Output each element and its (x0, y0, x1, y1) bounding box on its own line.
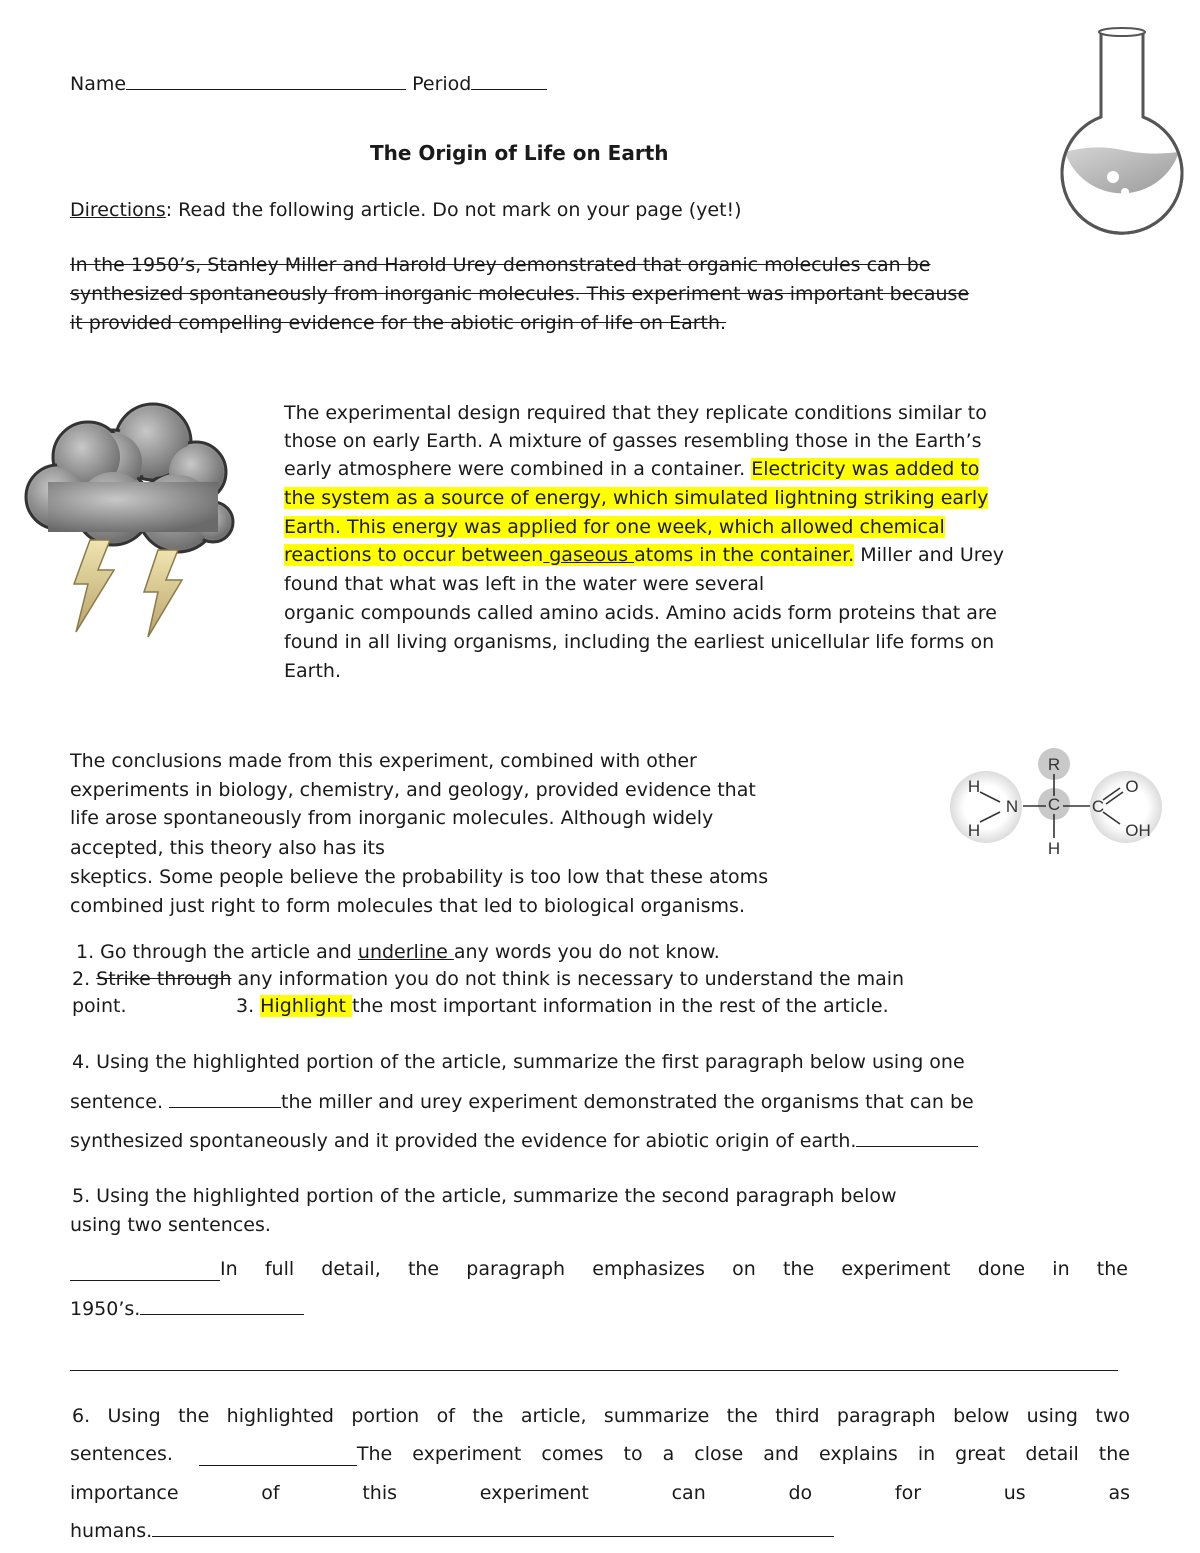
para2-line-4 (284, 484, 988, 513)
para2-line-6-highlight-b: atoms in the container. (634, 544, 855, 566)
para3-line-2: experiments in biology, chemistry, and geology, provided evidence that (70, 779, 756, 801)
q4-blank-1[interactable] (169, 1089, 281, 1108)
period-label: Period (412, 73, 472, 95)
q4-answer-b: synthesized spontaneously and it provided the evidence for abiotic origin of earth. (70, 1130, 857, 1152)
q6-line-3: importance of this experiment can do for us as (70, 1482, 1130, 1504)
para2-line-4-highlight: the system as a source of energy, which simulated lightning striking early (284, 487, 989, 509)
para3-line-5: skeptics. Some people believe the probability is too low that these atoms (70, 866, 769, 888)
instruction-2-text-b: any information you do not think is necessary to understand the main (231, 968, 905, 990)
q4-blank-2[interactable] (856, 1128, 978, 1147)
para2-line-6-text: Miller and Urey (854, 544, 1005, 566)
para2-line-1: The experimental design required that they replicate conditions similar to (284, 402, 987, 424)
intro-line-3: it provided compelling evidence for the abiotic origin of life on Earth. (70, 312, 727, 334)
para2-line-3 (284, 455, 979, 484)
q5-answer-a: In full detail, the paragraph emphasizes on the experiment done in the (220, 1258, 1128, 1280)
q4-line-2 (70, 1088, 974, 1117)
instruction-1-text-b: any words you do not know. (453, 941, 720, 963)
name-field[interactable] (126, 71, 406, 90)
amino-n-label: N (1005, 797, 1019, 816)
q6-line-1: 6. Using the highlighted portion of the article, summarize the third paragraph below using two (72, 1405, 1130, 1427)
amino-h2-label: H (967, 821, 981, 840)
instruction-1 (76, 938, 720, 967)
amino-h3-label: H (1047, 839, 1061, 858)
q4-answer-a: the miller and urey experiment demonstrated the organisms that can be (281, 1091, 974, 1113)
para2-line-2: those on early Earth. A mixture of gasses resembling those in the Earth’s (284, 430, 982, 452)
flask-icon (1055, 22, 1190, 247)
name-label: Name (70, 73, 127, 95)
instruction-3-highlight: Highlight (260, 995, 352, 1017)
amino-o-label: O (1125, 777, 1139, 796)
para3-line-3: life arose spontaneously from inorganic molecules. Although widely (70, 807, 714, 829)
q5-answer-line-2 (70, 1295, 304, 1324)
amino-c-label: C (1047, 795, 1061, 814)
para2-line-7: found that what was left in the water were several (284, 573, 765, 595)
instruction-3-text-a: 3. (236, 995, 261, 1017)
q5-line-2: using two sentences. (70, 1214, 271, 1236)
q5-answer-line-1 (70, 1255, 1128, 1284)
instruction-2-strike: Strike through (96, 968, 232, 990)
instruction-3 (236, 992, 889, 1021)
para2-line-9: found in all living organisms, including the earliest unicellular life forms on (284, 631, 995, 653)
directions-text: : Read the following article. Do not mark on your page (yet!) (165, 199, 742, 221)
para2-line-3-highlight: Electricity was added to (751, 458, 980, 480)
q5-blank-line[interactable] (70, 1370, 1118, 1371)
instruction-2 (72, 965, 904, 994)
para2-line-6 (284, 541, 1004, 570)
para2-line-5-highlight: Earth. This energy was applied for one week, which allowed chemical (284, 516, 945, 538)
intro-line-1: In the 1950’s, Stanley Miller and Harold Urey demonstrated that organic molecules can be (70, 254, 931, 276)
instruction-2-end: point. (72, 995, 127, 1017)
para2-line-10: Earth. (284, 660, 341, 682)
q6-blank-1[interactable] (199, 1447, 357, 1466)
q4-line-2-label: sentence. (70, 1091, 163, 1113)
q4-line-1: 4. Using the highlighted portion of the article, summarize the first paragraph below using one (72, 1051, 965, 1073)
para3-line-6: combined just right to form molecules that led to biological organisms. (70, 895, 745, 917)
q6-line-2 (70, 1440, 1130, 1469)
instruction-3-text-b: the most important information in the rest of the article. (352, 995, 889, 1017)
q6-blank-2[interactable] (152, 1518, 834, 1537)
amino-h1-label: H (967, 777, 981, 796)
amino-acid-diagram (948, 742, 1170, 860)
amino-r-label: R (1047, 755, 1061, 774)
directions (70, 196, 742, 225)
q5-line-1: 5. Using the highlighted portion of the article, summarize the second paragraph below (72, 1185, 897, 1207)
para2-line-6-underlined: gaseous (543, 544, 635, 566)
amino-oh-label: OH (1125, 821, 1151, 840)
q6-answer-a: The experiment comes to a close and explains in great detail the (356, 1443, 1130, 1465)
q5-blank-2[interactable] (140, 1296, 304, 1315)
para2-line-5 (284, 513, 945, 542)
period-field[interactable] (471, 71, 547, 90)
q6-line-4 (70, 1517, 834, 1546)
storm-cloud-icon (18, 392, 240, 642)
name-line (70, 70, 547, 99)
q6-answer-b: humans. (70, 1520, 153, 1542)
para3-line-1: The conclusions made from this experiment, combined with other (70, 750, 697, 772)
q5-blank-1[interactable] (70, 1262, 220, 1281)
instruction-1-underline: underline (357, 941, 454, 963)
q4-line-3 (70, 1127, 978, 1156)
para2-line-8: organic compounds called amino acids. Amino acids form proteins that are (284, 602, 997, 624)
para2-line-3-text: early atmosphere were combined in a container. (284, 458, 752, 480)
q6-line-2-label: sentences. (70, 1443, 173, 1465)
directions-label: Directions (70, 199, 166, 221)
instruction-2-text-a: 2. (72, 968, 97, 990)
page-title: The Origin of Life on Earth (370, 141, 669, 165)
q5-answer-b: 1950’s. (70, 1298, 141, 1320)
para3-line-4: accepted, this theory also has its (70, 837, 385, 859)
instruction-1-text-a: 1. Go through the article and (76, 941, 358, 963)
amino-c2-label: C (1091, 797, 1105, 816)
para2-line-6-highlight-a: reactions to occur between (284, 544, 544, 566)
intro-line-2: synthesized spontaneously from inorganic molecules. This experiment was important because (70, 283, 970, 305)
